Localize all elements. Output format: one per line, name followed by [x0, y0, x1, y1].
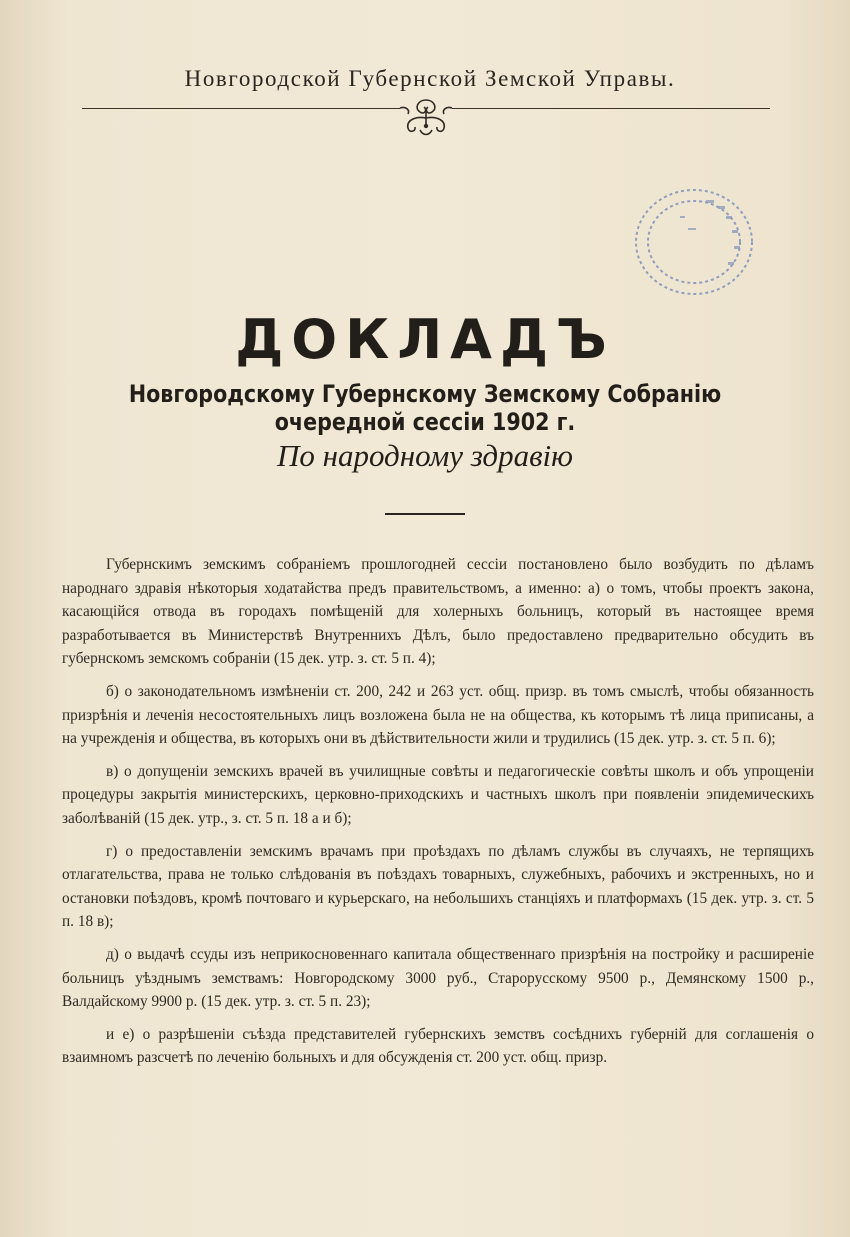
- paragraph: б) о законодательномъ измѣненіи ст. 200, 242 и 263 уст. общ. призр. въ томъ смыслѣ, чтобы обязанность призрѣнія и леченія несостоятельныхъ лицъ возложена была не на общества, къ которымъ тѣ лица приписаны, а на учрежденія и общества, въ которыхъ они въ дѣйствительности жили и трудились (15 дек. утр. з. ст. 5 п. 6);: [62, 682, 814, 748]
- document-title: ДОКЛАДЪ: [235, 308, 615, 371]
- header-title: Новгородской Губернской Земской Управы.: [184, 66, 676, 91]
- body-text: [62, 553, 814, 1079]
- paragraph: Губернскимъ земскимъ собраніемъ прошлогодней сессіи постановлено было возбудить по дѣламъ народнаго здравія нѣкоторыя ходатайства предъ правительствомъ, а именно: а) о томъ, чтобы проектъ закона, касающійся отвода въ городахъ помѣщеній для холерныхъ больницъ, который въ настоящее время разработывается въ Министерствѣ Внутреннихъ Дѣлъ, было предоставлено предварительно обсудить въ губернскомъ земскомъ собраніи (15 дек. утр. з. ст. 5 п. 4);: [62, 556, 814, 668]
- document-subtitle: Новгородскому Губернскому Земскому Собранію очередной сессіи 1902 г.: [128, 380, 722, 436]
- library-stamp-icon: [622, 182, 762, 302]
- paragraph: д) о выдачѣ ссуды изъ неприкосновеннаго капитала общественнаго призрѣнія на постройку и расширеніе больницъ уѣзднымъ земствамъ: Новгородскому 3000 руб., Старорусскому 9500 р., Демянскому 1500 р., Валдайскому 9900 р. (15 дек. утр. з. ст. 5 п. 23);: [62, 945, 814, 1011]
- paragraph: и е) о разрѣшеніи съѣзда представителей губернскихъ земствъ сосѣднихъ губерній для соглашенія о взаимномъ разсчетѣ по леченію больныхъ и для обсужденія ст. 200 уст. общ. призр.: [62, 1025, 814, 1067]
- paragraph: г) о предоставленіи земскимъ врачамъ при проѣздахъ по дѣламъ службы въ случаяхъ, не терпящихъ отлагательства, права не только слѣдованія въ поѣздахъ товарныхъ, служебныхъ, рабочихъ и экстренныхъ, но и остановки поѣздовъ, кромѣ почтоваго и курьерскаго, на небольшихъ станціяхъ и платформахъ (15 дек. утр. з. ст. 5 п. 18 в);: [62, 842, 814, 931]
- title-divider: [385, 513, 465, 515]
- header-rule-right: [452, 108, 770, 109]
- header-rule-left: [82, 108, 400, 109]
- paragraph: в) о допущеніи земскихъ врачей въ училищные совѣты и педагогическіе совѣты школъ и объ упрощеніи процедуры закрытія министерскихъ, церковно-приходскихъ и частныхъ школъ при появленіи эпидемическихъ заболѣваній (15 дек. утр., з. ст. 5 п. 18 а и б);: [62, 762, 814, 827]
- section-title: По народному здравію: [276, 438, 574, 473]
- scroll-ornament-icon: [396, 96, 456, 138]
